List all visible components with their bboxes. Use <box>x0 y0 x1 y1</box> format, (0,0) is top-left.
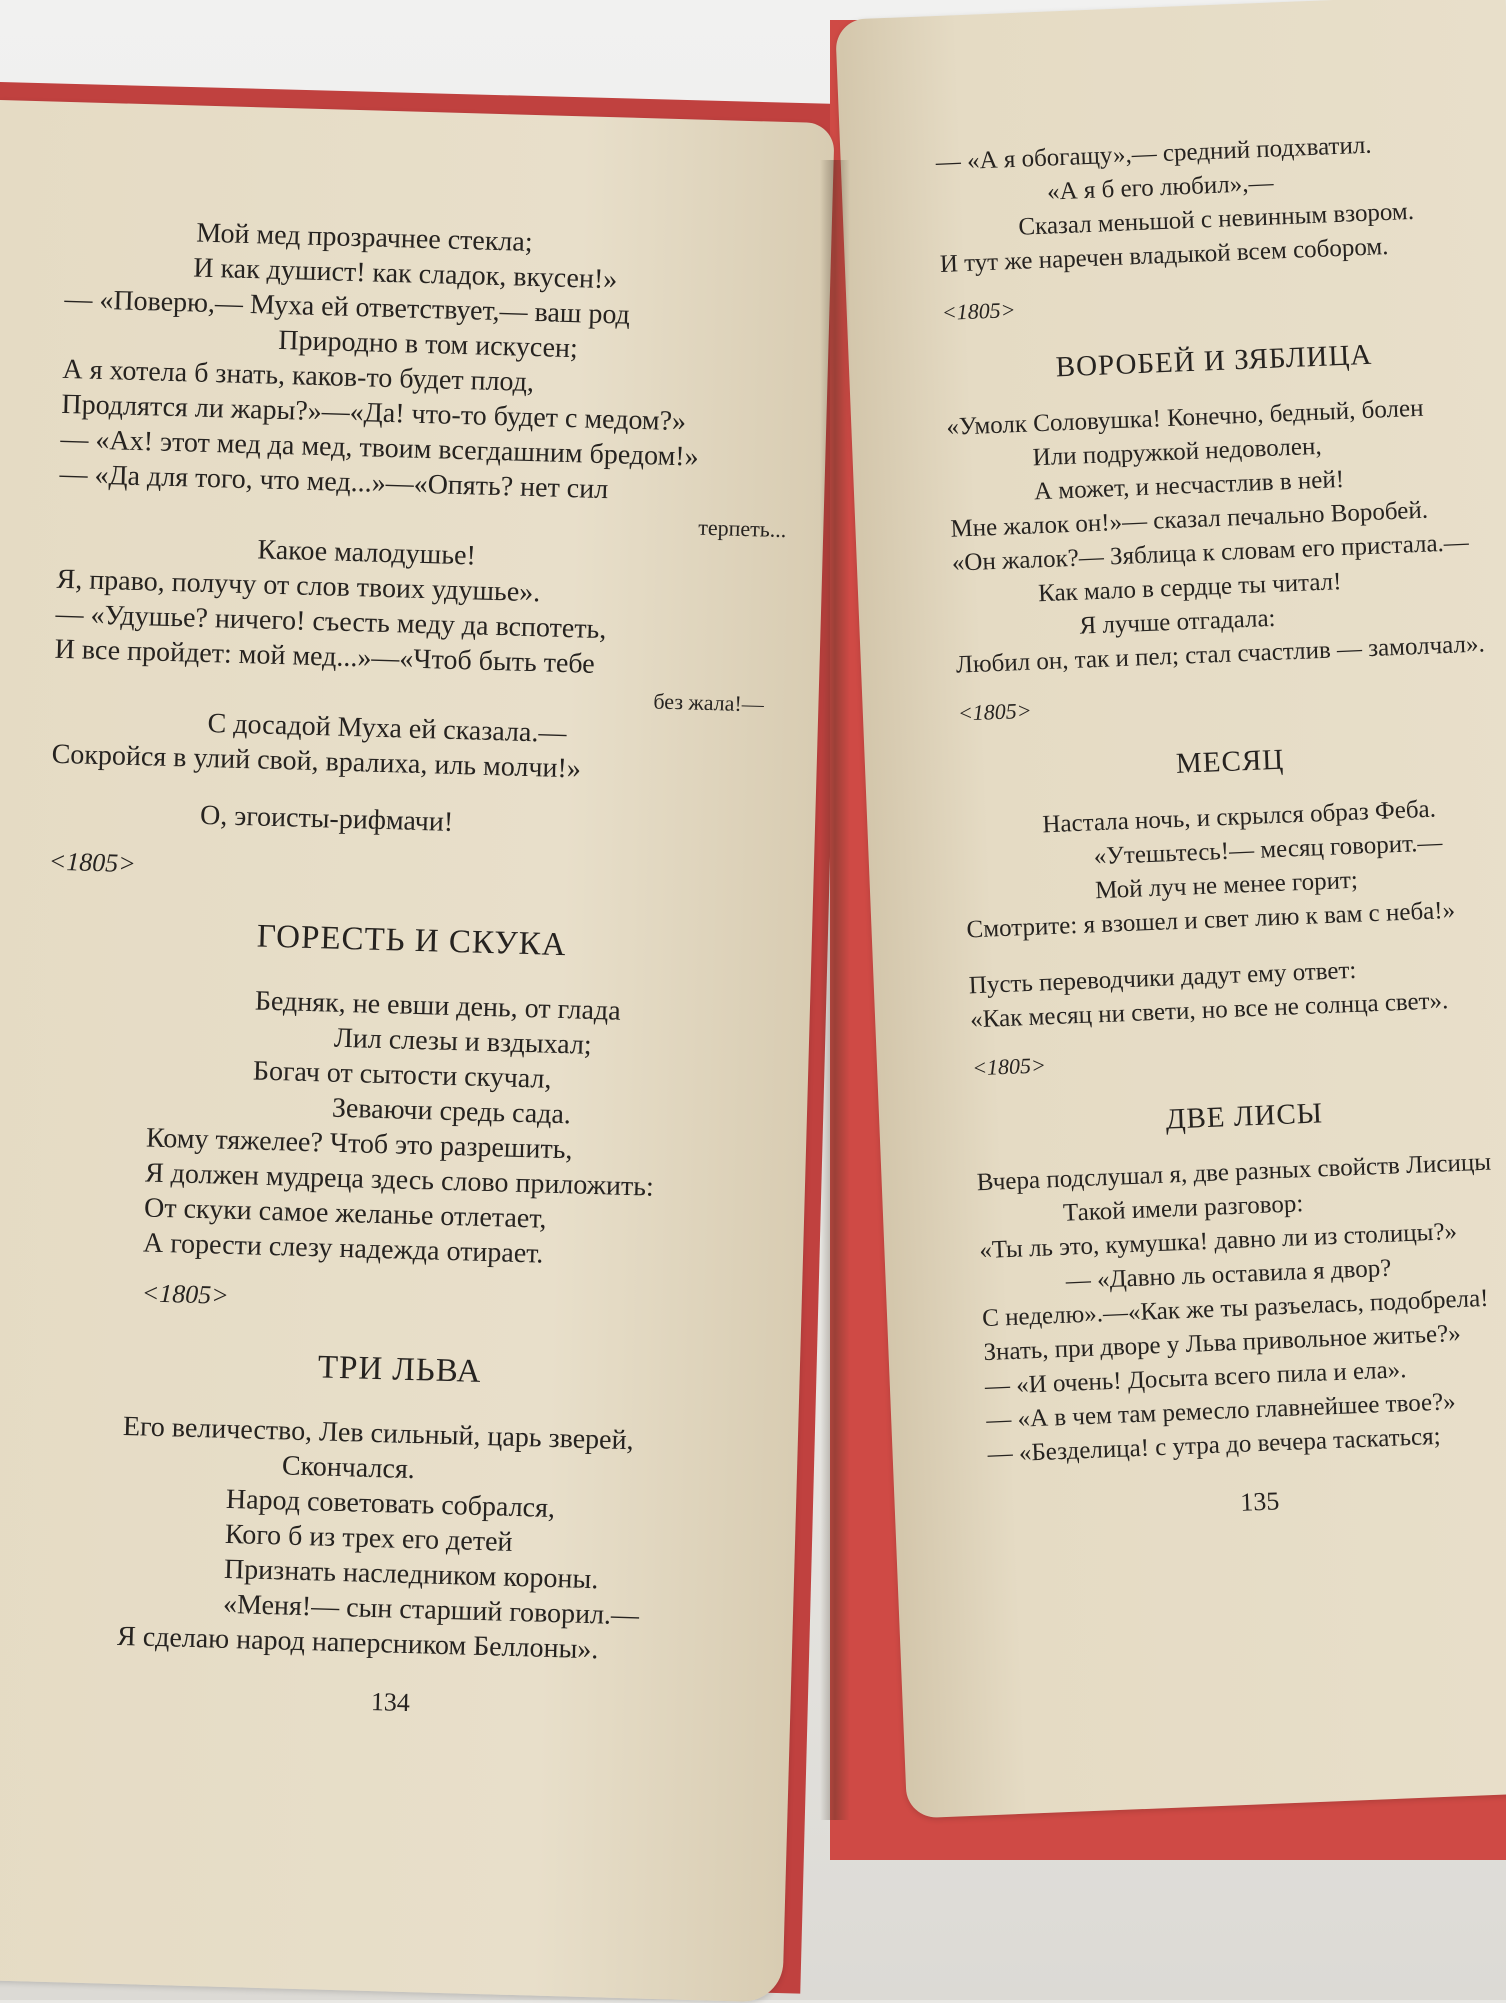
poem-line: Зеваючи средь сада. <box>331 1092 572 1131</box>
poem-line: А горести слезу надежда отирает. <box>142 1227 544 1270</box>
poem-line: Кому тяжелее? Чтоб это разрешить, <box>145 1122 573 1166</box>
poem-line: без жала!— <box>653 688 765 717</box>
poem-title: МЕСЯЦ <box>1175 743 1285 780</box>
poem-line: Бедняк, не евши день, от глада <box>254 985 622 1027</box>
poem-line: Богач от сытости скучал, <box>252 1055 552 1095</box>
poem-line: Я сделаю народ наперсником Беллоны». <box>116 1620 599 1666</box>
poem-line: — «Да для того, что мед...»—«Опять? нет сил <box>59 458 609 506</box>
poem-line: «Умолк Соловушка! Конечно, бедный, болен <box>945 394 1424 441</box>
poem-line: Его величество, Лев сильный, царь зверей, <box>122 1410 635 1457</box>
poem-line: «Он жалок?— Зяблица к словам его пристала.— <box>951 528 1470 577</box>
poem-line: Такой имели разговор: <box>1062 1190 1304 1227</box>
page-number: 134 <box>370 1686 411 1718</box>
poem-line: Сокройся в улий свой, вралиха, иль молчи!» <box>51 738 582 785</box>
poem-line: Мой луч не менее горит; <box>1094 866 1359 905</box>
poem-date: <1805> <box>957 697 1033 726</box>
poem-date: <1805> <box>971 1052 1047 1081</box>
poem-line: «Ты ль это, кумушка! давно ли из столицы?» <box>978 1218 1458 1265</box>
poem-line: Или подружкой недоволен, <box>1032 432 1323 472</box>
poem-line: И тут же наречен владыкой всем собором. <box>939 232 1389 278</box>
poem-line: И все пройдет: мой мед...»—«Чтоб быть тебе <box>54 633 596 680</box>
poem-line: Я лучше отгадала: <box>1078 604 1276 640</box>
poem-title: ДВЕ ЛИСЫ <box>1165 1097 1324 1136</box>
poem-line: С досадой Муха ей сказала.— <box>207 708 567 750</box>
poem-line: Я должен мудреца здесь слово приложить: <box>144 1157 655 1203</box>
poem-line: Любил он, так и пел; стал счастлив — замолчал». <box>955 630 1486 679</box>
poem-date: <1805> <box>141 1278 230 1310</box>
poem-line: терпеть... <box>697 514 787 543</box>
poem-line: Мой мед прозрачнее стекла; <box>195 217 534 258</box>
poem-line: — «А в чем там ремесло главнейшее твое?» <box>985 1388 1457 1435</box>
poem-line: Кого б из трех его детей <box>224 1518 513 1558</box>
poem-line: Знать, при дворе у Льва привольное житье?» <box>983 1319 1462 1367</box>
poem-line: Сказал меньшой с невинным взором. <box>1017 197 1415 241</box>
poem-line: Пусть переводчики дадут ему ответ: <box>968 956 1357 1000</box>
poem-line: И как душист! как сладок, вкусен!» <box>192 252 618 296</box>
poem-line: От скуки самое желанье отлетает, <box>143 1192 547 1235</box>
poem-line: Мне жалок он!»— сказал печально Воробей. <box>949 496 1429 543</box>
poem-line: «Утешьтесь!— месяц говорит.— <box>1093 829 1443 871</box>
right-page <box>835 0 1506 1819</box>
poem-line: А я хотела б знать, каков-то будет плод, <box>62 353 535 399</box>
poem-title: ГОРЕСТЬ И СКУКА <box>256 918 567 964</box>
poem-line: С неделю».—«Как же ты разъелась, подобрела! <box>981 1284 1489 1333</box>
poem-line: Скончался. <box>281 1450 416 1486</box>
poem-line: Настала ночь, и скрылся образ Феба. <box>1041 795 1437 839</box>
poem-line: «А я б его любил»,— <box>1046 169 1274 206</box>
poem-line: Какое малодушье! <box>257 534 477 572</box>
poem-line: — «Давно ль оставила я двор? <box>1065 1254 1392 1295</box>
left-page-text <box>25 212 796 1728</box>
poem-line: Как мало в сердце ты читал! <box>1037 568 1342 608</box>
poem-line: Народ советовать собрался, <box>225 1483 556 1525</box>
poem-date: <1805> <box>48 846 137 879</box>
poem-line: Смотрите: я взошел и свет лию к вам с неба!» <box>966 896 1456 944</box>
poem-line: Продлятся ли жары?»—«Да! что-то будет с медом?» <box>61 388 687 438</box>
poem-line: Природно в том искусен; <box>277 324 579 365</box>
right-page-text <box>935 124 1506 1528</box>
poem-line: Вчера подслушал я, две разных свойств Лисицы <box>976 1148 1492 1197</box>
poem-line: — «И очень! Досыта всего пила и ела». <box>984 1356 1407 1401</box>
poem-line: — «Удушье? ничего! съесть меду да вспотеть, <box>55 598 607 646</box>
poem-line: «Как месяц ни свети, но все не солнца свет». <box>969 987 1449 1034</box>
page-number: 135 <box>1239 1486 1280 1517</box>
poem-date: <1805> <box>941 297 1016 325</box>
left-page <box>0 100 835 2003</box>
poem-line: Я, право, получу от слов твоих удушье». <box>56 563 541 609</box>
poem-line: — «А я обогащу»,— средний подхватил. <box>935 131 1373 177</box>
poem-title: ВОРОБЕЙ И ЗЯБЛИЦА <box>1055 338 1373 384</box>
poem-line: Признать наследником короны. <box>223 1553 599 1596</box>
poem-line: — «Поверю,— Муха ей ответствует,— ваш род <box>64 283 631 331</box>
poem-line: «Меня!— сын старший говорил.— <box>222 1588 640 1632</box>
poem-title: ТРИ ЛЬВА <box>317 1349 483 1390</box>
poem-line: А может, и несчастлив в ней! <box>1033 465 1345 506</box>
poem-line: — «Безделица! с утра до вечера таскаться; <box>987 1422 1442 1469</box>
poem-line: Лил слезы и вздыхал; <box>333 1022 593 1061</box>
poem-line: — «Ах! этот мед да мед, твоим всегдашним бредом!» <box>60 423 700 473</box>
poem-line: О, эгоисты-рифмачи! <box>199 799 454 838</box>
book-gutter <box>820 160 850 1820</box>
